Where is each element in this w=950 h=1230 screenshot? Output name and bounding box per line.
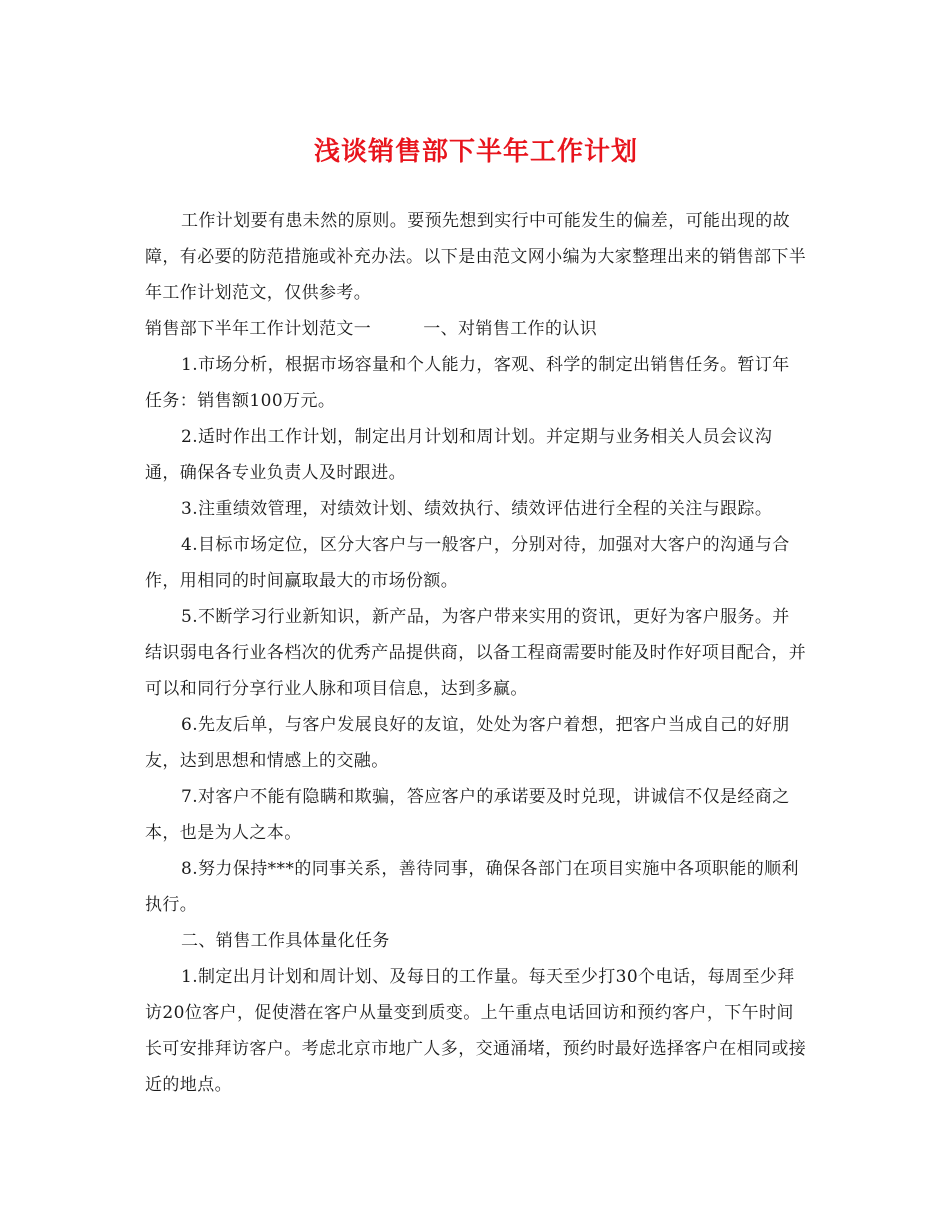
section-one-label: 销售部下半年工作计划范文一 [145, 319, 372, 339]
list-item: 5.不断学习行业新知识，新产品，为客户带来实用的资讯，更好为客户服务。并结识弱电各行业各档次的优秀产品提供商，以备工程商需要时能及时作好项目配合，并可以和同行分享行业人脉和项目信息，达到多赢。 [145, 607, 807, 699]
section-two-heading: 二、销售工作具体量化任务 [181, 931, 390, 951]
list-item: 6.先友后单，与客户发展良好的友谊，处处为客户着想，把客户当成自己的好朋友，达到思想和情感上的交融。 [145, 715, 790, 771]
document-title: 浅谈销售部下半年工作计划 [313, 137, 638, 167]
document-page [145, 0, 807, 1230]
section-one-header [145, 311, 807, 347]
list-item: 4.目标市场定位，区分大客户与一般客户，分别对待，加强对大客户的沟通与合作，用相同的时间赢取最大的市场份额。 [145, 535, 790, 591]
list-item: 8.努力保持***的同事关系，善待同事，确保各部门在项目实施中各项职能的顺利执行。 [145, 859, 799, 915]
list-item: 2.适时作出工作计划，制定出月计划和周计划。并定期与业务相关人员会议沟通，确保各专业负责人及时跟进。 [145, 427, 773, 483]
list-item: 7.对客户不能有隐瞒和欺骗，答应客户的承诺要及时兑现，讲诚信不仅是经商之本，也是为人之本。 [145, 787, 790, 843]
document-body [145, 203, 807, 1103]
list-item: 1.市场分析，根据市场容量和个人能力，客观、科学的制定出销售任务。暂订年任务：销售额100万元。 [145, 355, 790, 411]
list-item: 3.注重绩效管理，对绩效计划、绩效执行、绩效评估进行全程的关注与跟踪。 [181, 499, 773, 519]
section-one-heading: 一、对销售工作的认识 [423, 319, 598, 339]
list-item: 1.制定出月计划和周计划、及每日的工作量。每天至少打30个电话，每周至少拜访20位客户，促使潜在客户从量变到质变。上午重点电话回访和预约客户，下午时间长可安排拜访客户。考虑北京市地广人多，交通涌堵，预约时最好选择客户在相同或接近的地点。 [145, 967, 807, 1095]
intro-paragraph: 工作计划要有患未然的原则。要预先想到实行中可能发生的偏差，可能出现的故障，有必要的防范措施或补充办法。以下是由范文网小编为大家整理出来的销售部下半年工作计划范文，仅供参考。 [145, 211, 807, 303]
